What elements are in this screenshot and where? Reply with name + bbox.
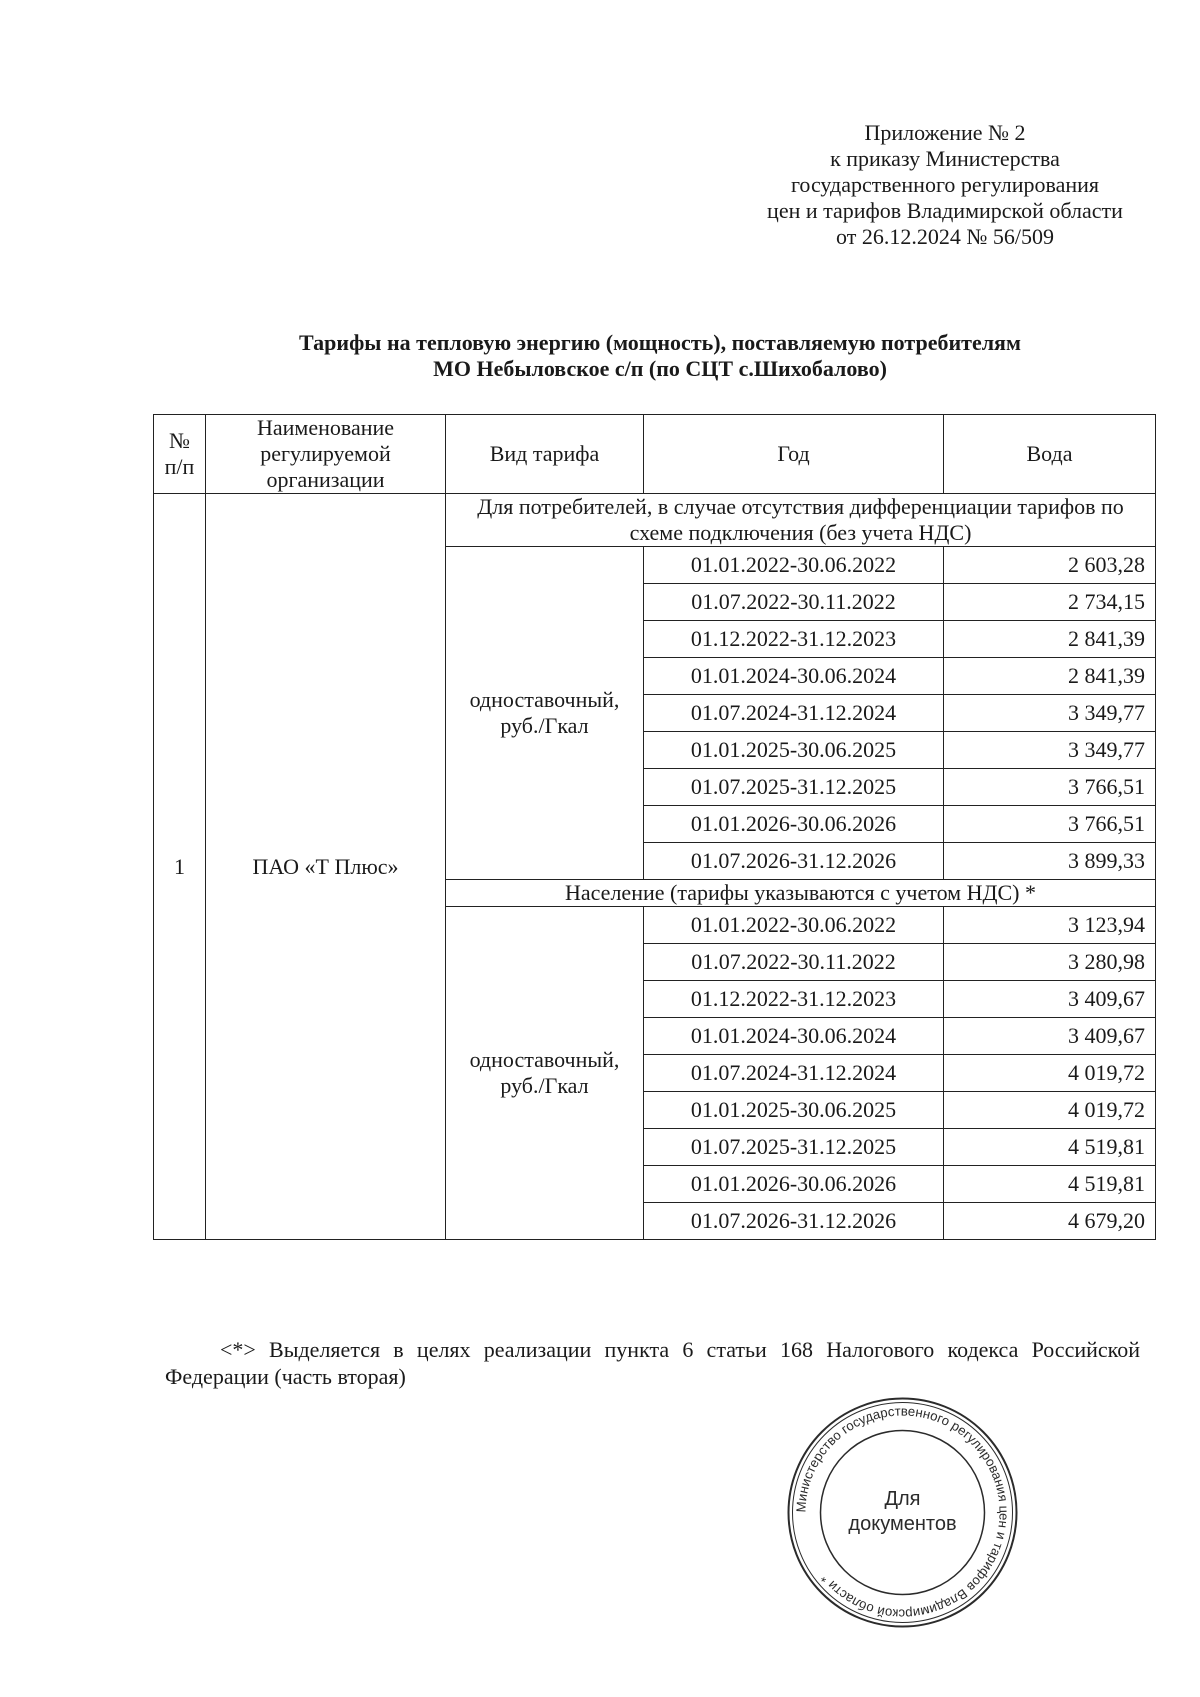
tariff-value-cell: 3 349,77	[944, 695, 1156, 732]
tariff-value-cell: 4 019,72	[944, 1092, 1156, 1129]
row-number: 1	[154, 494, 206, 1240]
period-cell: 01.12.2022-31.12.2023	[644, 621, 944, 658]
period-cell: 01.07.2024-31.12.2024	[644, 695, 944, 732]
tariff-value-cell: 3 409,67	[944, 1018, 1156, 1055]
title-line-2: МО Небыловское с/п (по СЦТ с.Шихобалово)	[433, 356, 887, 381]
tariff-value-cell: 3 409,67	[944, 981, 1156, 1018]
tariff-body	[154, 494, 1156, 1240]
tariff-value-cell: 4 679,20	[944, 1203, 1156, 1240]
tariff-value-cell: 3 123,94	[944, 907, 1156, 944]
header-water: Вода	[944, 415, 1156, 494]
appendix-ministry-region: цен и тарифов Владимирской области	[767, 198, 1123, 223]
organization-name: ПАО «Т Плюс»	[206, 494, 446, 1240]
period-cell: 01.01.2024-30.06.2024	[644, 1018, 944, 1055]
tariff-value-cell: 4 519,81	[944, 1129, 1156, 1166]
header-org: Наименование регулируемой организации	[206, 415, 446, 494]
tariff-table	[153, 414, 1156, 1240]
document-title	[150, 330, 1170, 382]
header-num: № п/п	[154, 415, 206, 494]
period-cell: 01.07.2022-30.11.2022	[644, 944, 944, 981]
stamp-graphic	[785, 1395, 1020, 1630]
footnote: <*> Выделяется в целях реализации пункта 6 статьи 168 Налогового кодекса Российской Федерации (часть вторая)	[165, 1337, 1140, 1389]
period-cell: 01.01.2025-30.06.2025	[644, 1092, 944, 1129]
period-cell: 01.07.2026-31.12.2026	[644, 1203, 944, 1240]
appendix-ministry-line: государственного регулирования	[790, 172, 1100, 197]
stamp-center-line-2: документов	[848, 1513, 957, 1535]
tariff-value-cell: 2 734,15	[944, 584, 1156, 621]
official-stamp	[785, 1395, 1020, 1630]
tariff-value-cell: 3 280,98	[944, 944, 1156, 981]
tariff-kind: одноставочный, руб./Гкал	[446, 907, 644, 1240]
header-year: Год	[644, 415, 944, 494]
period-cell: 01.12.2022-31.12.2023	[644, 981, 944, 1018]
period-cell: 01.07.2022-30.11.2022	[644, 584, 944, 621]
period-cell: 01.01.2025-30.06.2025	[644, 732, 944, 769]
section-title: Для потребителей, в случае отсутствия дифференциации тарифов по схеме подключения (без учета НДС)	[446, 494, 1156, 547]
title-line-1: Тарифы на тепловую энергию (мощность), поставляемую потребителям	[299, 330, 1021, 355]
period-cell: 01.01.2026-30.06.2026	[644, 1166, 944, 1203]
period-cell: 01.01.2022-30.06.2022	[644, 907, 944, 944]
period-cell: 01.01.2022-30.06.2022	[644, 547, 944, 584]
appendix-header	[700, 120, 1190, 250]
section-row	[154, 494, 1156, 547]
appendix-order-date: от 26.12.2024 № 56/509	[836, 224, 1054, 249]
period-cell: 01.07.2025-31.12.2025	[644, 1129, 944, 1166]
period-cell: 01.01.2024-30.06.2024	[644, 658, 944, 695]
tariff-value-cell: 3 899,33	[944, 843, 1156, 880]
tariff-value-cell: 2 841,39	[944, 658, 1156, 695]
table-header-row	[154, 415, 1156, 494]
tariff-kind: одноставочный, руб./Гкал	[446, 547, 644, 880]
appendix-number: Приложение № 2	[864, 120, 1026, 145]
tariff-value-cell: 2 603,28	[944, 547, 1156, 584]
appendix-order-ref: к приказу Министерства	[830, 146, 1060, 171]
stamp-center-line-1: Для	[884, 1488, 921, 1510]
header-tariff-kind: Вид тарифа	[446, 415, 644, 494]
period-cell: 01.07.2026-31.12.2026	[644, 843, 944, 880]
period-cell: 01.01.2026-30.06.2026	[644, 806, 944, 843]
period-cell: 01.07.2025-31.12.2025	[644, 769, 944, 806]
period-cell: 01.07.2024-31.12.2024	[644, 1055, 944, 1092]
tariff-value-cell: 3 766,51	[944, 769, 1156, 806]
stamp-ring-text: Министерство государственного регулирования цен и тарифов Владимирской области *	[793, 1403, 1012, 1622]
tariff-value-cell: 3 766,51	[944, 806, 1156, 843]
tariff-value-cell: 2 841,39	[944, 621, 1156, 658]
tariff-value-cell: 4 519,81	[944, 1166, 1156, 1203]
section-title: Население (тарифы указываются с учетом НДС) *	[446, 880, 1156, 907]
tariff-value-cell: 3 349,77	[944, 732, 1156, 769]
tariff-value-cell: 4 019,72	[944, 1055, 1156, 1092]
